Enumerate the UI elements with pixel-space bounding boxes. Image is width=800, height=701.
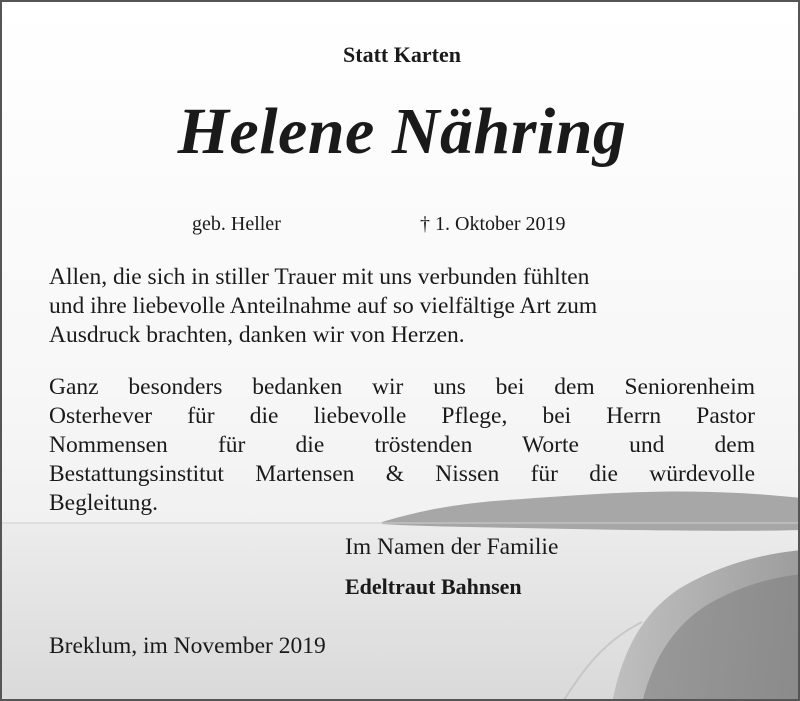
text-line: Begleitung. [49,490,158,516]
place-and-date: Breklum, im November 2019 [49,633,326,659]
special-thanks-paragraph [49,373,755,518]
signoff: Im Namen der Familie [345,534,559,560]
birth-name: geb. Heller [192,213,281,235]
text-line: Ausdruck brachten, danken wir von Herzen. [49,322,465,348]
text-line: Bestattungsinstitut Martensen & Nissen für die würdevolle [49,461,755,487]
headline: Statt Karten [343,42,461,67]
thanks-paragraph [49,263,755,350]
text-line: Osterhever für die liebevolle Pflege, bei Herrn Pastor [49,403,755,429]
text-line: Ganz besonders bedanken wir uns bei dem Seniorenheim [49,374,755,400]
text-line: Allen, die sich in stiller Trauer mit uns verbunden fühlten [49,264,590,290]
signer-name: Edeltraut Bahnsen [345,574,522,599]
text-line: Nommensen für die tröstenden Worte und dem [49,432,755,458]
deceased-name: Helene Nähring [177,95,627,168]
text-line: und ihre liebevolle Anteilnahme auf so vielfältige Art zum [49,293,598,319]
death-date: † 1. Oktober 2019 [420,213,566,235]
